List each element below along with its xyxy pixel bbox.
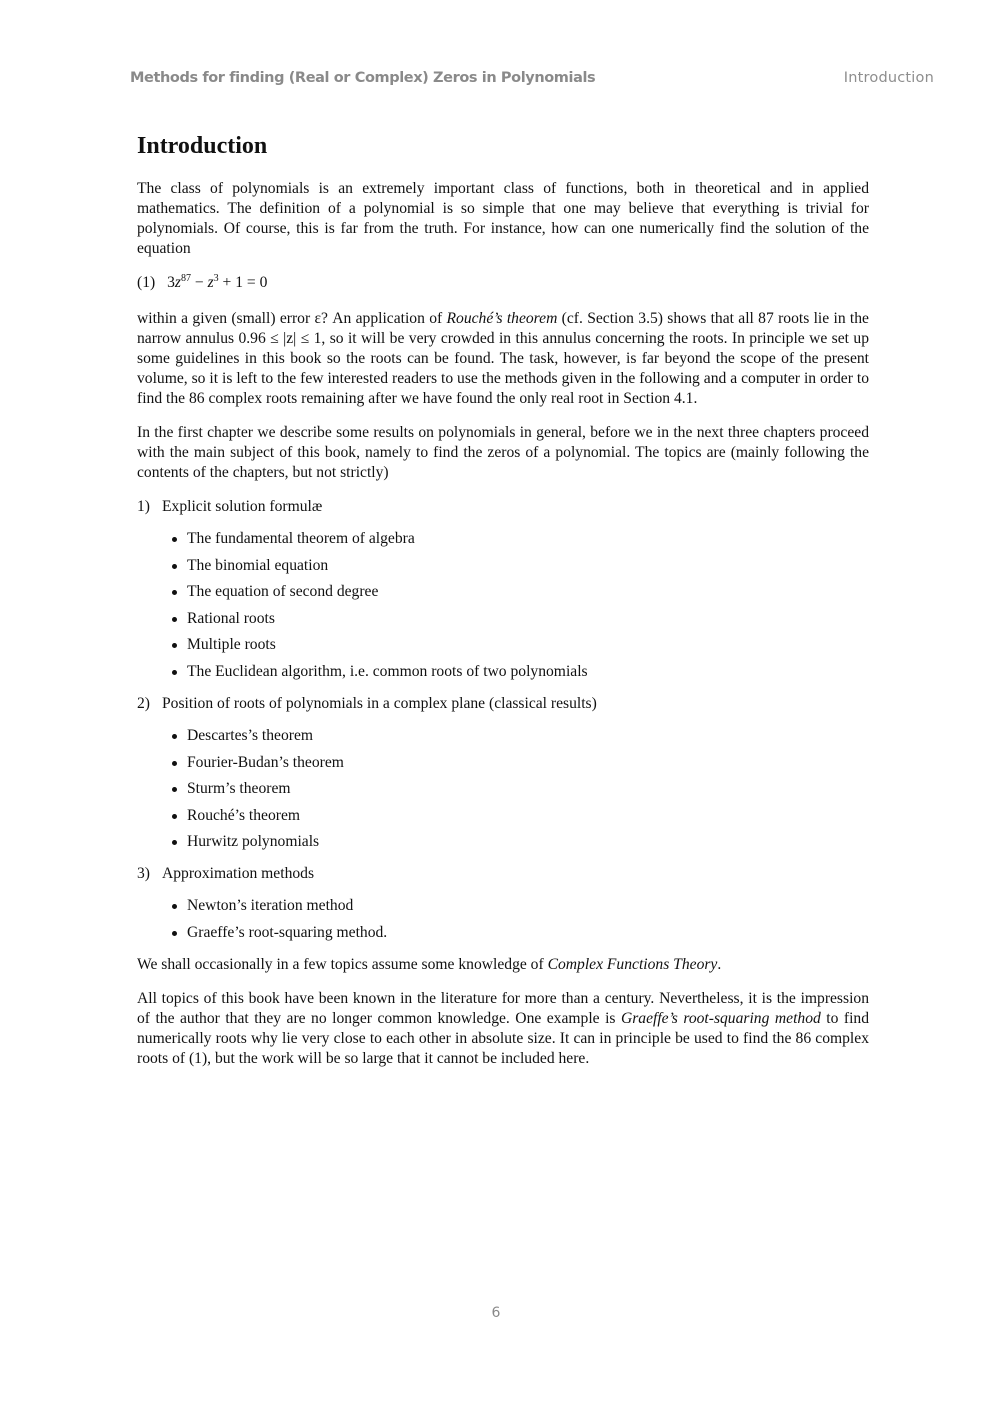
section-title: Introduction xyxy=(843,70,934,86)
equation-exponent: 3 xyxy=(213,272,219,284)
paragraph-topics-intro: In the first chapter we describe some results on polynomials in general, before we in the next three chapters proceed with the main subject of this book, namely to find the zeros of a polynomial. The topics are (mainly following the contents of the chapters, but not strictly) xyxy=(137,424,869,481)
topic-number: 2) xyxy=(137,694,150,712)
topic-1 xyxy=(137,497,869,682)
text-span: We shall occasionally in a few topics assume some knowledge of xyxy=(137,955,548,973)
topic-items xyxy=(137,896,869,943)
text-span: to find numerically roots why lie very close to each other in absolute size. It can in principle be used to find the 86 complex roots of (1), but the work will be so large that it cannot be included here. xyxy=(137,1009,870,1067)
topic-3 xyxy=(137,864,869,943)
equation-rest: + 1 = 0 xyxy=(218,274,268,291)
topic-number: 3) xyxy=(137,865,150,883)
emphasis-rouche-theorem: Rouché’s theorem xyxy=(446,310,558,327)
list-item: Hurwitz polynomials xyxy=(141,832,869,852)
paragraph-prerequisites xyxy=(137,955,869,975)
equation-variable: z xyxy=(207,274,214,291)
page-title: Introduction xyxy=(137,133,268,159)
equation-variable: z xyxy=(174,274,181,291)
list-item: The Euclidean algorithm, i.e. common roots of two polynomials xyxy=(141,662,869,682)
list-item: The binomial equation xyxy=(141,556,869,576)
list-item: Descartes’s theorem xyxy=(141,726,869,746)
paragraph-closing xyxy=(137,989,869,1069)
text-span: . xyxy=(717,955,722,973)
topic-items xyxy=(137,726,869,852)
text-span: (cf. Section 3.5) shows that all 87 roots lie in the narrow annulus 0.96 ≤ |z| ≤ 1, so it will be very crowded in this annulus concerning the roots. In principle we set up some guidelines in this book so the roots can be found. The task, however, is far beyond the scope of the present volume, so it is left to the few interested readers to use the methods given in the following and a computer in order to find the 86 complex roots remaining after we have found the only real root in Section 4.1. xyxy=(137,310,869,407)
emphasis-complex-functions-theory: Complex Functions Theory xyxy=(547,955,718,973)
list-item: Multiple roots xyxy=(141,635,869,655)
equation-1 xyxy=(137,273,869,293)
emphasis-graeffe-method: Graeffe’s root-squaring method xyxy=(620,1009,821,1027)
equation-coefficient: 3 xyxy=(167,274,175,291)
list-item: Graeffe’s root-squaring method. xyxy=(141,923,869,943)
list-item: Newton’s iteration method xyxy=(141,896,869,916)
equation-minus: − xyxy=(190,274,208,291)
equation-label: (1) xyxy=(137,274,156,291)
topic-number: 1) xyxy=(137,498,150,515)
list-item: The equation of second degree xyxy=(141,582,869,602)
equation-exponent: 87 xyxy=(180,272,191,284)
page-number: 6 xyxy=(491,1305,501,1321)
topic-label: Approximation methods xyxy=(162,865,315,883)
topic-label: Explicit solution formulæ xyxy=(162,498,323,515)
paragraph-intro: The class of polynomials is an extremely important class of functions, both in theoretical and in applied mathematics. The definition of a polynomial is so simple that one may believe that everything is trivial for polynomials. Of course, this is far from the truth. For instance, how can one numerically find the solution of the equation xyxy=(137,180,869,257)
text-span: All topics of this book have been known in the literature for more than a century. Nevertheless, it is the impression of the author that they are no longer common knowledge. One example is xyxy=(137,989,869,1027)
list-item: Rational roots xyxy=(141,609,869,629)
list-item: Sturm’s theorem xyxy=(141,779,869,799)
topic-items xyxy=(137,529,869,682)
text-span: within a given (small) error ε? An application of xyxy=(137,310,447,327)
list-item: Fourier-Budan’s theorem xyxy=(141,753,869,773)
topic-title xyxy=(137,497,869,517)
topic-label: Position of roots of polynomials in a complex plane (classical results) xyxy=(162,694,597,712)
topic-title xyxy=(137,864,869,884)
paragraph-rouche xyxy=(137,309,869,409)
topic-title xyxy=(137,694,869,714)
list-item: Rouché’s theorem xyxy=(141,806,869,826)
book-title: Methods for finding (Real or Complex) Zeros in Polynomials xyxy=(130,70,596,86)
running-header xyxy=(130,70,934,90)
list-item: The fundamental theorem of algebra xyxy=(141,529,869,549)
page-content xyxy=(137,130,869,1083)
topic-2 xyxy=(137,694,869,852)
